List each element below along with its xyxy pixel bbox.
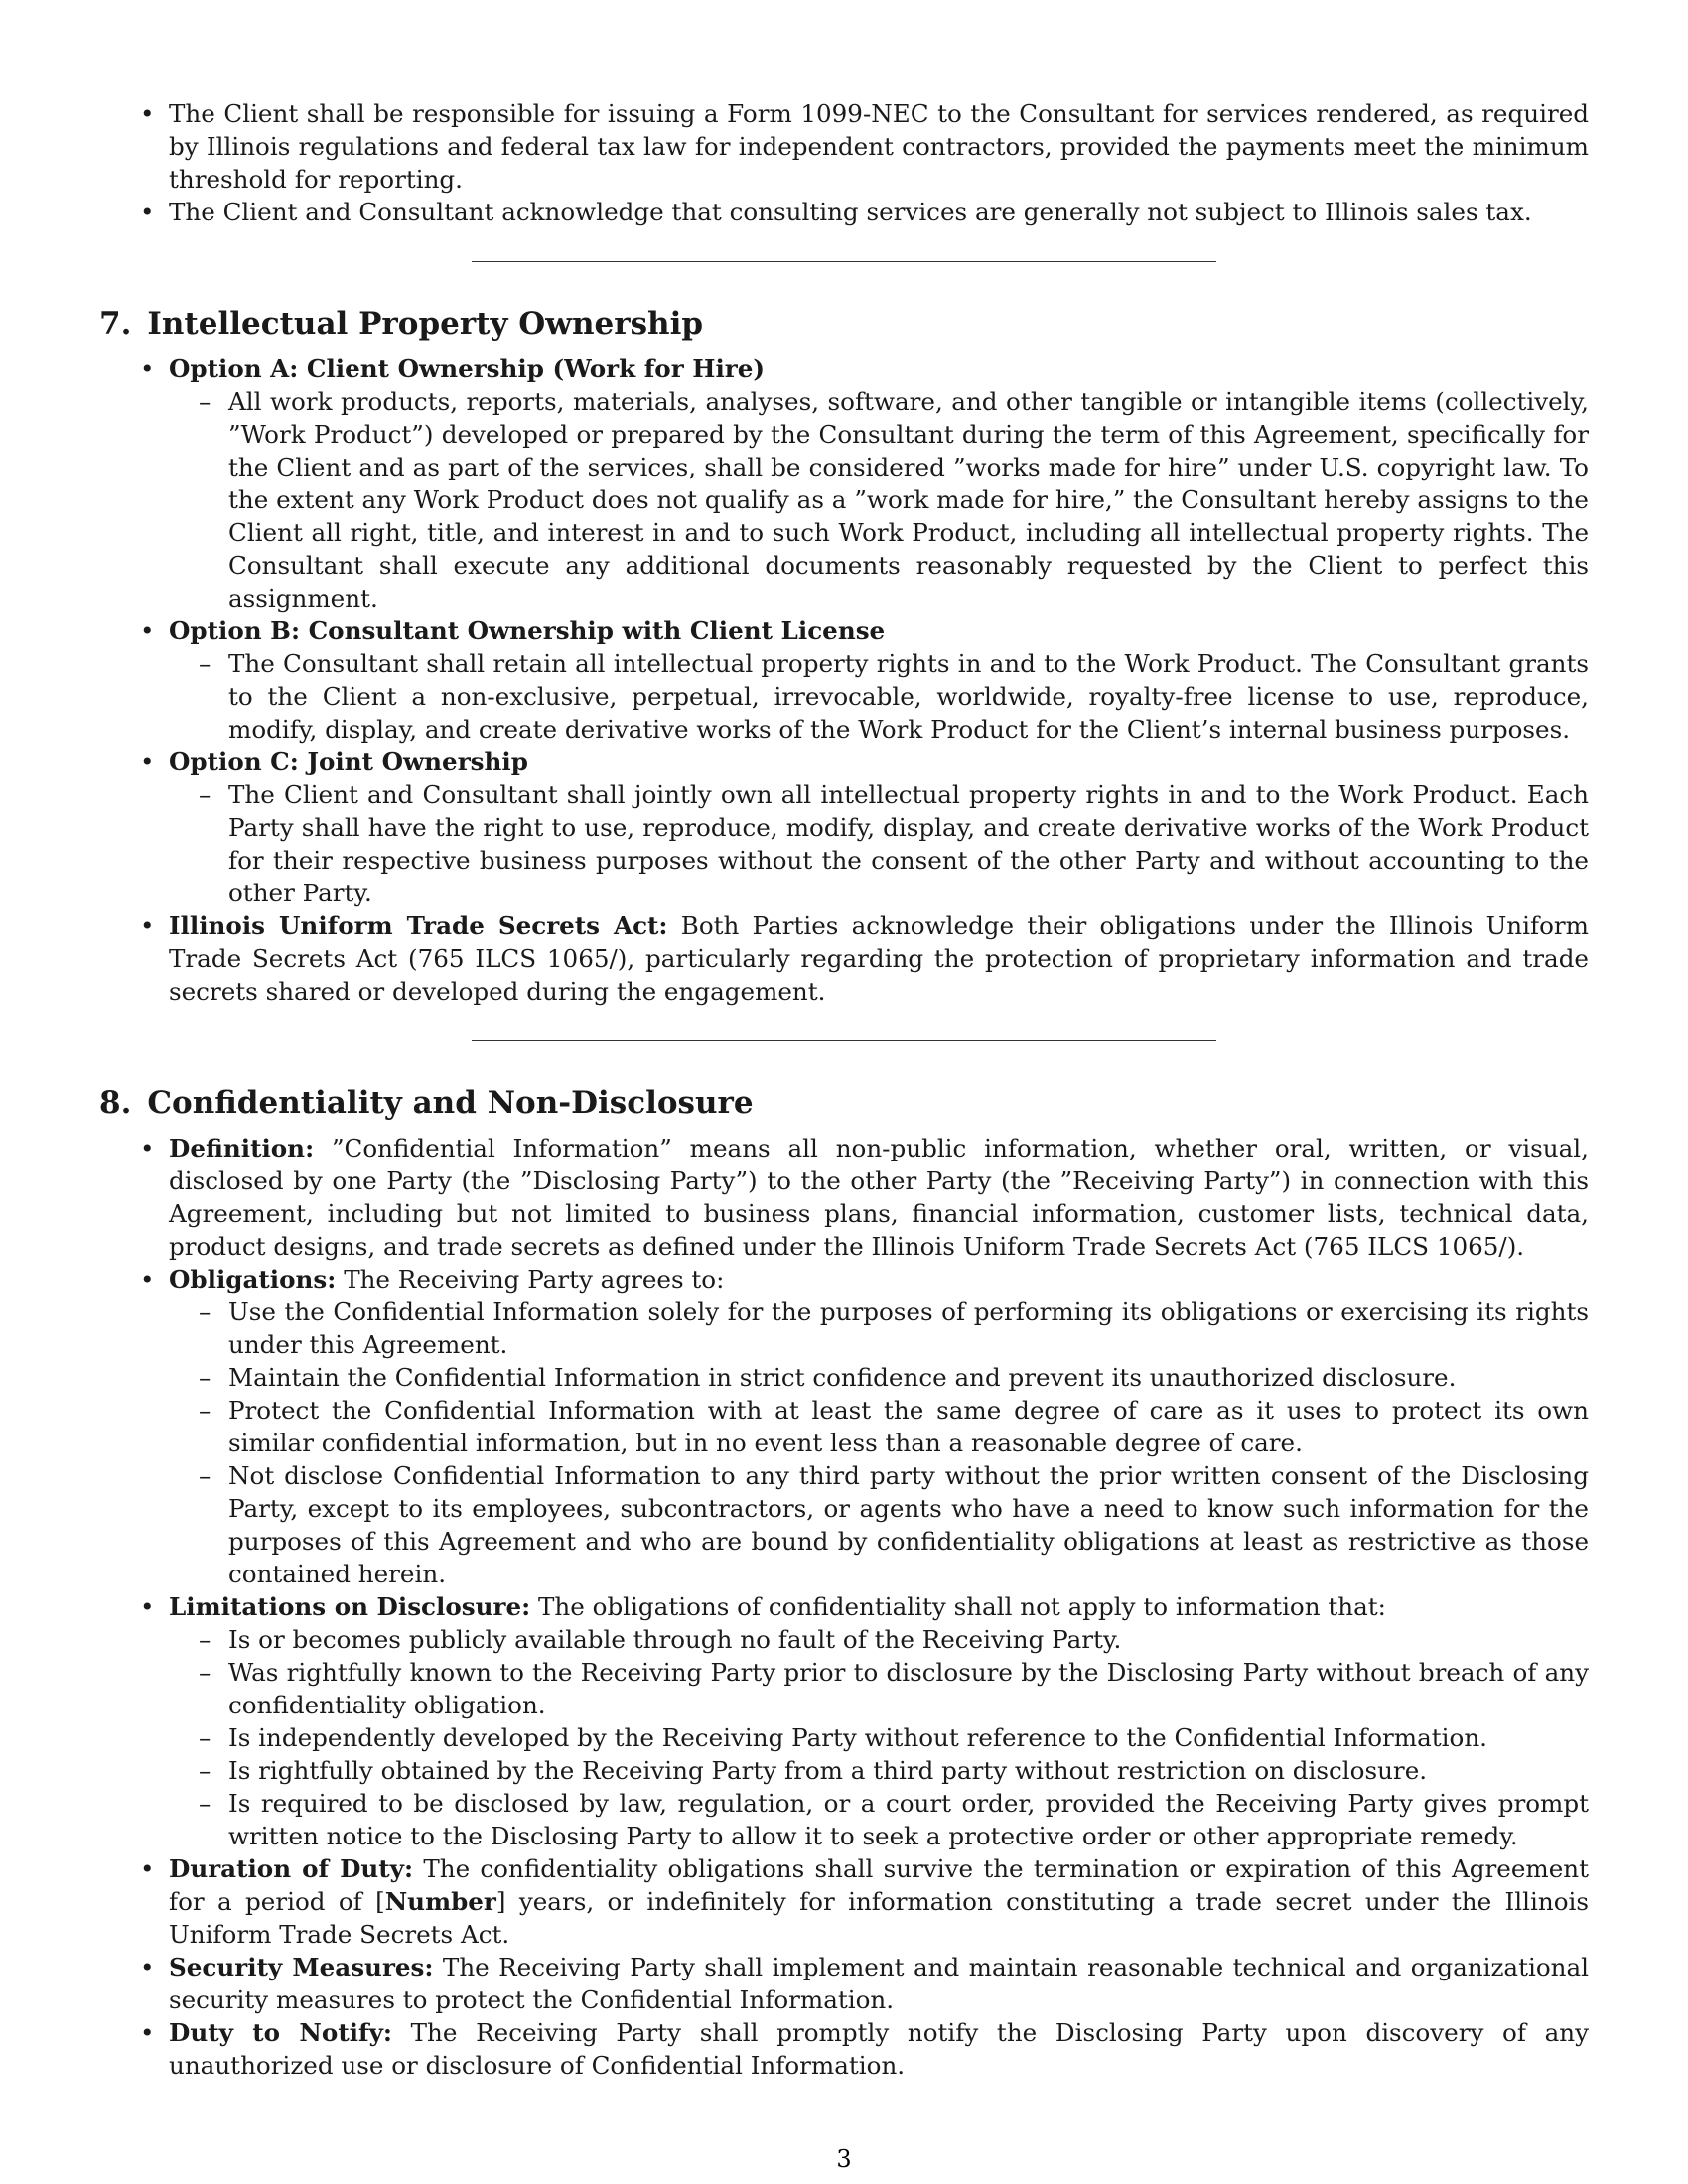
trade-secrets-item xyxy=(99,909,1589,1008)
section-7-heading: 7. Intellectual Property Ownership xyxy=(99,306,704,341)
definition-item xyxy=(99,1132,1589,1263)
obligations-item xyxy=(99,1263,1589,1590)
page-number: 3 xyxy=(836,2145,852,2173)
option-c-label: Option C: Joint Ownership xyxy=(169,748,528,776)
option-b-text: – The Consultant shall retain all intellectual property rights in and to the Work Product. The Consultant grants to the Client a non-exclusive, perpetual, irrevocable, worldwide, royalty-free license to use, reproduce, modify, display, and create derivative works of the Work Product for the Client’s internal business purposes. xyxy=(169,647,1589,746)
option-b-label: Option B: Consultant Ownership with Client License xyxy=(169,616,886,645)
section-8-heading: 8. Confidentiality and Non-Disclosure xyxy=(99,1085,754,1121)
section-7-list xyxy=(99,352,1589,1008)
option-c-text: – The Client and Consultant shall jointly own all intellectual property rights in and to the Work Product. Each Party shall have the right to use, reproduce, modify, display, and create derivative works of the Work Product for their respective business purposes without the consent of the other Party and without accounting to the other Party. xyxy=(169,778,1589,909)
trade-secrets-label: Illinois Uniform Trade Secrets Act: xyxy=(169,911,668,940)
list-item: • The Client and Consultant acknowledge that consulting services are generally not subject to Illinois sales tax. xyxy=(99,196,1589,228)
obligations-text: The Receiving Party agrees to: xyxy=(344,1265,725,1294)
limitations-label: Limitations on Disclosure: xyxy=(169,1592,531,1621)
definition-text: ”Confidential Information” means all non-public information, whether oral, written, or visual, disclosed by one Party (the ”Disclosing Party”) to the other Party (the ”Receiving Party”) in connection with this Agreement, including but not limited to business plans, financial information, customer lists, technical data, product designs, and trade secrets as defined under the Illinois Uniform Trade Secrets Act (765 ILCS 1065/). xyxy=(169,1134,1589,1261)
security-item xyxy=(99,1951,1589,2016)
security-text: The Receiving Party shall implement and maintain reasonable technical and organizational security measures to protect the Confidential Information. xyxy=(169,1953,1589,2014)
list-item: – Use the Confidential Information solely for the purposes of performing its obligations or exercising its rights under this Agreement. xyxy=(169,1296,1589,1361)
list-item: • The Client shall be responsible for issuing a Form 1099-NEC to the Consultant for services rendered, as required by Illinois regulations and federal tax law for independent contractors, provided the payments meet the minimum threshold for reporting. xyxy=(99,97,1589,196)
option-c-item xyxy=(99,746,1589,909)
document-page xyxy=(99,97,1589,2082)
option-a-text: – All work products, reports, materials, analyses, software, and other tangible or intangible items (collectively, ”Work Product”) developed or prepared by the Consultant during the term of this Agreement, specifically for the Client and as part of the services, shall be considered ”works made for hire” under U.S. copyright law. To the extent any Work Product does not qualify as a ”work made for hire,” the Consultant hereby assigns to the Client all right, title, and interest in and to such Work Product, including all intellectual property rights. The Consultant shall execute any additional documents reasonably requested by the Client to perfect this assignment. xyxy=(169,385,1589,614)
number-placeholder: Number xyxy=(384,1887,496,1916)
trade-secrets-text: Both Parties acknowledge their obligations under the Illinois Uniform Trade Secrets Act (765 ILCS 1065/), particularly regarding the protection of proprietary information and trade secrets shared or developed during the engagement. xyxy=(169,911,1590,1006)
option-b-item xyxy=(99,614,1589,746)
list-item: – Was rightfully known to the Receiving Party prior to disclosure by the Disclosing Party without breach of any confidentiality obligation. xyxy=(169,1656,1589,1721)
list-item: – Maintain the Confidential Information in strict confidence and prevent its unauthorized disclosure. xyxy=(169,1361,1589,1394)
limitations-text: The obligations of confidentiality shall not apply to information that: xyxy=(538,1592,1386,1621)
section-divider xyxy=(472,261,1216,262)
tax-bullet-list xyxy=(99,97,1589,228)
obligations-label: Obligations: xyxy=(169,1265,337,1294)
list-item: – Is required to be disclosed by law, regulation, or a court order, provided the Receiving Party gives prompt written notice to the Disclosing Party to allow it to seek a protective order or other appropriate remedy. xyxy=(169,1787,1589,1852)
definition-label: Definition: xyxy=(169,1134,315,1162)
duration-item: • Duration of Duty: The confidentiality obligations shall survive the termination or expiration of this Agreement for a period of [Number] years, or indefinitely for information constituting a trade secret under the Illinois Uniform Trade Secrets Act. xyxy=(99,1852,1589,1951)
option-a-item xyxy=(99,352,1589,614)
list-item: – Is or becomes publicly available through no fault of the Receiving Party. xyxy=(169,1623,1589,1656)
notify-text: The Receiving Party shall promptly notify the Disclosing Party upon discovery of any unauthorized use or disclosure of Confidential Information. xyxy=(169,2018,1589,2080)
notify-label: Duty to Notify: xyxy=(169,2018,392,2047)
list-item: – Is rightfully obtained by the Receiving Party from a third party without restriction on disclosure. xyxy=(169,1754,1589,1787)
list-item: – Is independently developed by the Receiving Party without reference to the Confidential Information. xyxy=(169,1721,1589,1754)
notify-item xyxy=(99,2016,1589,2082)
option-a-label: Option A: Client Ownership (Work for Hire) xyxy=(169,354,766,383)
security-label: Security Measures: xyxy=(169,1953,434,1981)
duration-label: Duration of Duty: xyxy=(169,1854,414,1883)
list-item: – Not disclose Confidential Information to any third party without the prior written consent of the Disclosing Party, except to its employees, subcontractors, or agents who have a need to know such information for the purposes of this Agreement and who are bound by confidentiality obligations at least as restrictive as those contained herein. xyxy=(169,1459,1589,1590)
limitations-item xyxy=(99,1590,1589,1852)
section-8-list xyxy=(99,1132,1589,2082)
section-divider xyxy=(472,1040,1216,1041)
list-item: – Protect the Confidential Information with at least the same degree of care as it uses to protect its own similar confidential information, but in no event less than a reasonable degree of care. xyxy=(169,1394,1589,1459)
